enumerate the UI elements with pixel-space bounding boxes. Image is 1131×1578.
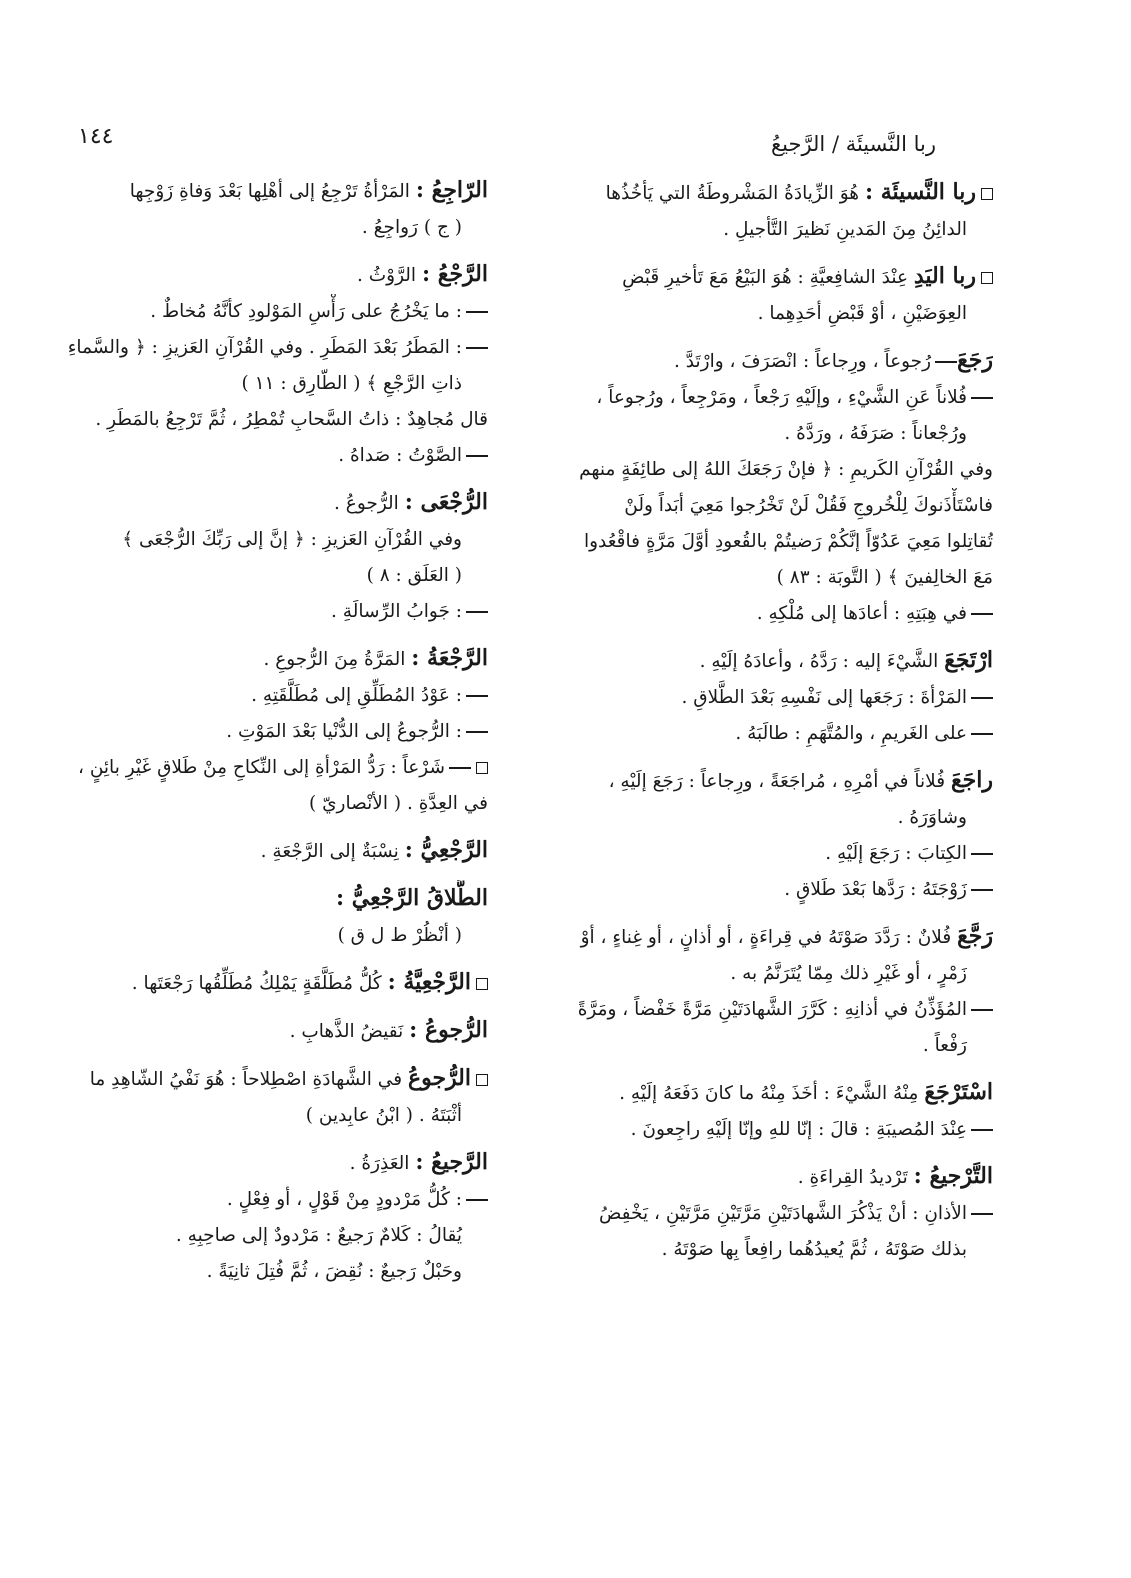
dash-icon: [971, 889, 993, 891]
left-column: [38, 172, 488, 1300]
definition-text: المَرْأةَ : رَجَعَها إلى نَفْسِهِ بَعْدَ الطَّلاقِ .: [681, 687, 967, 708]
entry-rajie: [38, 172, 488, 246]
entry-rujaa: [38, 484, 488, 630]
definition-text: المَرْأةُ تَرْجِعُ إلى أهْلِها بَعْدَ وَفاةِ زَوْجِها: [129, 181, 410, 202]
headword: الرُّجوعُ: [407, 1065, 471, 1091]
definition-text: العِوَضَيْنِ ، أوْ قَبْضِ أحَدِهِما .: [757, 303, 967, 324]
definition-text: نِسْبَةٌ إلى الرَّجْعَةِ .: [260, 841, 399, 862]
headword: التَّرْجيعُ :: [913, 1163, 993, 1189]
definition-text: في هِبَتِهِ : أعادَها إلى مُلْكِهِ .: [756, 603, 967, 624]
headword: ارْتَجَعَ: [944, 647, 993, 673]
definition-text: الشَّيْءَ إليه : رَدَّهُ ، وأعادَهُ إلَيْهِ .: [699, 651, 939, 672]
entry-talaq-rajii: [38, 880, 488, 954]
headword: رَجَّعَ: [957, 923, 993, 949]
definition-text: هُوَ الزِّيادَةُ المَشْروطَةُ التي يَأخُذُها: [605, 183, 860, 204]
entry-irtajaa: [540, 642, 993, 752]
headword: الرُّجوعُ :: [409, 1017, 488, 1043]
definition-text: قال مُجاهِدٌ : ذاتُ السَّحابِ تُمْطِرُ ، ثُمَّ تَرْجِعُ بالمَطَرِ .: [95, 409, 488, 430]
definition-text: الدائِنُ مِنَ المَدينِ نَظيرَ التَّأجيلِ .: [723, 219, 967, 240]
headword: الطَّلاقُ الرَّجْعِيُّ :: [335, 885, 488, 911]
entry-rajjaa: [540, 918, 993, 1064]
definition-text: في الشَّهادَةِ اصْطِلاحاً : هُوَ نَفْيُ الشّاهِدِ ما: [89, 1069, 403, 1090]
definition-text: المُؤَذِّنُ في أذانِهِ : كَرَّرَ الشَّهادَتَيْنِ مَرَّةً خَفْضاً ، ومَرَّةً: [577, 999, 967, 1020]
definition-text: نَقيضُ الذَّهابِ .: [289, 1021, 404, 1042]
quran-text: تُقاتِلوا مَعِيَ عَدُوّاً إنَّكُمْ رَضيتُمْ بالقُعودِ أوَّلَ مَرَّةٍ فاقْعُدوا: [583, 531, 993, 552]
dash-icon: [971, 1009, 993, 1011]
definition-text: كُلُّ مُطَلَّقَةٍ يَمْلِكُ مُطَلِّقُها رَجْعَتَها .: [131, 973, 382, 994]
citation-text: ( العَلَق : ٨ ): [366, 565, 462, 586]
definition-text: على الغَريمِ ، والمُتَّهَمِ : طالَبَهُ .: [735, 723, 967, 744]
dash-icon: [971, 733, 993, 735]
entry-rajaa: [540, 342, 993, 632]
definition-text: فُلاناً في أمْرِهِ ، مُراجَعَةً ، ورِجاعاً : رَجَعَ إلَيْهِ ،: [608, 771, 946, 792]
headword: ربا اليَدِ: [913, 263, 976, 289]
dash-icon: [466, 347, 488, 349]
box-marker-icon: [476, 1074, 488, 1086]
definition-text: المَرَّةُ مِنَ الرُّجوعِ .: [263, 649, 406, 670]
headword: الرَّجْعِيُّ :: [404, 837, 488, 863]
dash-icon: [466, 1199, 488, 1201]
entry-riba-yad: [540, 258, 993, 332]
definition-text: الصَّوْتُ : صَداهُ .: [338, 445, 462, 466]
box-marker-icon: [981, 188, 993, 200]
headword: الرَّجْعِيَّةُ :: [387, 969, 471, 995]
definition-text: : ما يَخْرُجُ على رَأْسِ المَوْلودِ كأنَّهُ مُخاطٌ .: [150, 301, 462, 322]
quran-text: وفي القُرْآنِ الكَريمِ : ﴿ فإنْ رَجَعَكَ اللهُ إلى طائِفَةٍ منهم: [579, 459, 993, 480]
headword: الرُّجْعَى :: [404, 489, 488, 515]
quran-text: مَعَ الخالِفينَ ﴾ ( التَّوبَة : ٨٣ ): [776, 567, 993, 588]
definition-text: رَفْعاً .: [922, 1035, 967, 1056]
definition-text: عِنْدَ المُصيبَةِ : قالَ : إنّا للهِ وإنّا إلَيْهِ راجِعونَ .: [630, 1119, 967, 1140]
dash-icon: [971, 1213, 993, 1215]
entry-rajiyya: [38, 964, 488, 1002]
box-marker-icon: [476, 762, 488, 774]
definition-text: : جَوابُ الرِّسالَةِ .: [331, 601, 462, 622]
definition-text: زَوْجَتَهُ : رَدَّها بَعْدَ طَلاقٍ .: [784, 879, 967, 900]
definition-text: الرُّجوعُ .: [334, 493, 399, 514]
dash-icon: [466, 455, 488, 457]
entry-rujoo: [38, 1012, 488, 1050]
definition-text: فُلاناً عَنِ الشَّيْءِ ، وإلَيْهِ رَجْعاً ، ومَرْجِعاً ، ورُجوعاً ،: [596, 387, 967, 408]
dash-icon: [971, 397, 993, 399]
headword: الرَّجْعُ :: [421, 261, 488, 287]
definition-text: الكِتابَ : رَجَعَ إلَيْهِ .: [825, 843, 967, 864]
headword: راجَعَ: [950, 767, 993, 793]
entry-rajA: [38, 256, 488, 474]
dash-icon: [466, 311, 488, 313]
headword: الرَّجْعَةُ :: [411, 645, 488, 671]
definition-text: رُجوعاً ، ورِجاعاً : انْصَرَفَ ، وارْتَدَّ .: [674, 351, 932, 372]
quran-text: وفي القُرْآنِ العَزيزِ : ﴿ إنَّ إلى رَبِّكَ الرُّجْعَى ﴾: [122, 529, 462, 550]
definition-text: الرَّوْثُ .: [356, 265, 417, 286]
headword: الرّاجِعُ :: [415, 177, 488, 203]
definition-text: : الرُّجوعُ إلى الدُّنْيا بَعْدَ المَوْتِ .: [226, 721, 462, 742]
definition-text: أثْبَتَهُ . ( ابْنُ عابِدين ): [305, 1105, 462, 1126]
headword: الرَّجيعُ :: [415, 1149, 488, 1175]
definition-text: يُقالُ : كَلامٌ رَجيعٌ : مَرْدودٌ إلى صاحِبِهِ .: [175, 1225, 462, 1246]
entry-riba-nasiah: [540, 174, 993, 248]
dash-icon: [935, 361, 957, 363]
dash-icon: [971, 613, 993, 615]
box-marker-icon: [981, 272, 993, 284]
definition-text: شَرْعاً : رَدُّ المَرْأةِ إلى النِّكاحِ مِنْ طَلاقٍ غَيْرِ بائِنٍ ،: [77, 757, 445, 778]
headword: اسْتَرْجَعَ: [924, 1079, 993, 1105]
cross-reference: ( أنْظُرْ ط ل ق ): [337, 925, 462, 946]
entry-rujoo-shahada: [38, 1060, 488, 1134]
definition-text: : عَوْدُ المُطَلِّقِ إلى مُطَلَّقَتِهِ .: [251, 685, 462, 706]
running-title: ربا النَّسيئَة / الرَّجيعُ: [770, 132, 936, 156]
definition-text: بذلك صَوْتَهُ ، ثُمَّ يُعيدُهُما رافِعاً بِها صَوْتَهُ .: [661, 1239, 967, 1260]
definition-text: العَذِرَةُ .: [349, 1153, 410, 1174]
dash-icon: [449, 767, 471, 769]
definition-text: ورُجْعاناً : صَرَفَهُ ، ورَدَّهُ .: [784, 423, 967, 444]
entry-rajaa-form3: [540, 762, 993, 908]
headword: رَجَعَ: [957, 347, 993, 373]
dash-icon: [466, 731, 488, 733]
definition-text: ( ج ) رَواجِعُ .: [361, 217, 462, 238]
definition-text: عِنْدَ الشافِعيَّةِ : هُوَ البَيْعُ مَعَ تَأخيرِ قَبْضِ: [622, 267, 908, 288]
dash-icon: [971, 1129, 993, 1131]
definition-text: الأذانِ : أنْ يَذْكُرَ الشَّهادَتَيْنِ مَرَّتَيْنِ مَرَّتَيْنِ ، يَخْفِضُ: [599, 1203, 967, 1224]
definition-text: وشاوَرَهُ .: [897, 807, 967, 828]
entry-rajii: [38, 832, 488, 870]
quran-text: ذاتِ الرَّجْعِ ﴾ ( الطّارِق : ١١ ): [241, 373, 462, 394]
entry-rajah: [38, 640, 488, 822]
dash-icon: [466, 611, 488, 613]
quran-text: فاسْتَأْذَنوكَ لِلْخُروجِ فَقُلْ لَنْ تَخْرُجوا مَعِيَ أبَداً ولَنْ: [624, 495, 993, 516]
page-number: ١٤٤: [78, 124, 114, 149]
box-marker-icon: [476, 978, 488, 990]
definition-text: زَمْرٍ ، أو غَيْرِ ذلك مِمّا يُتَرَنَّمُ به .: [730, 963, 967, 984]
entry-tarjee: [540, 1158, 993, 1268]
dash-icon: [971, 697, 993, 699]
dash-icon: [466, 695, 488, 697]
entry-istarjaa: [540, 1074, 993, 1148]
definition-text: في العِدَّةِ . ( الأنْصاريّ ): [308, 793, 488, 814]
entry-rajee: [38, 1144, 488, 1290]
definition-text: مِنْهُ الشَّيْءَ : أخَذَ مِنْهُ ما كانَ دَفَعَهُ إلَيْهِ .: [619, 1083, 919, 1104]
definition-text: فُلانٌ : رَدَّدَ صَوْتَهُ في قِراءَةٍ ، أو أذانٍ ، أو غِناءٍ ، أوْ: [580, 927, 952, 948]
headword: ربا النَّسيئَة :: [864, 179, 976, 205]
dash-icon: [971, 853, 993, 855]
definition-text: وحَبْلٌ رَجيعٌ : نُقِضَ ، ثُمَّ فُتِلَ ثانِيَةً .: [206, 1261, 462, 1282]
definition-text: : المَطَرُ بَعْدَ المَطَرِ . وفي القُرْآنِ العَزيزِ : ﴿ والسَّماءِ: [67, 337, 462, 358]
definition-text: : كُلُّ مَرْدودٍ مِنْ قَوْلٍ ، أو فِعْلٍ .: [226, 1189, 462, 1210]
definition-text: تَرْديدُ القِراءَةِ .: [797, 1167, 908, 1188]
right-column: [540, 174, 993, 1278]
